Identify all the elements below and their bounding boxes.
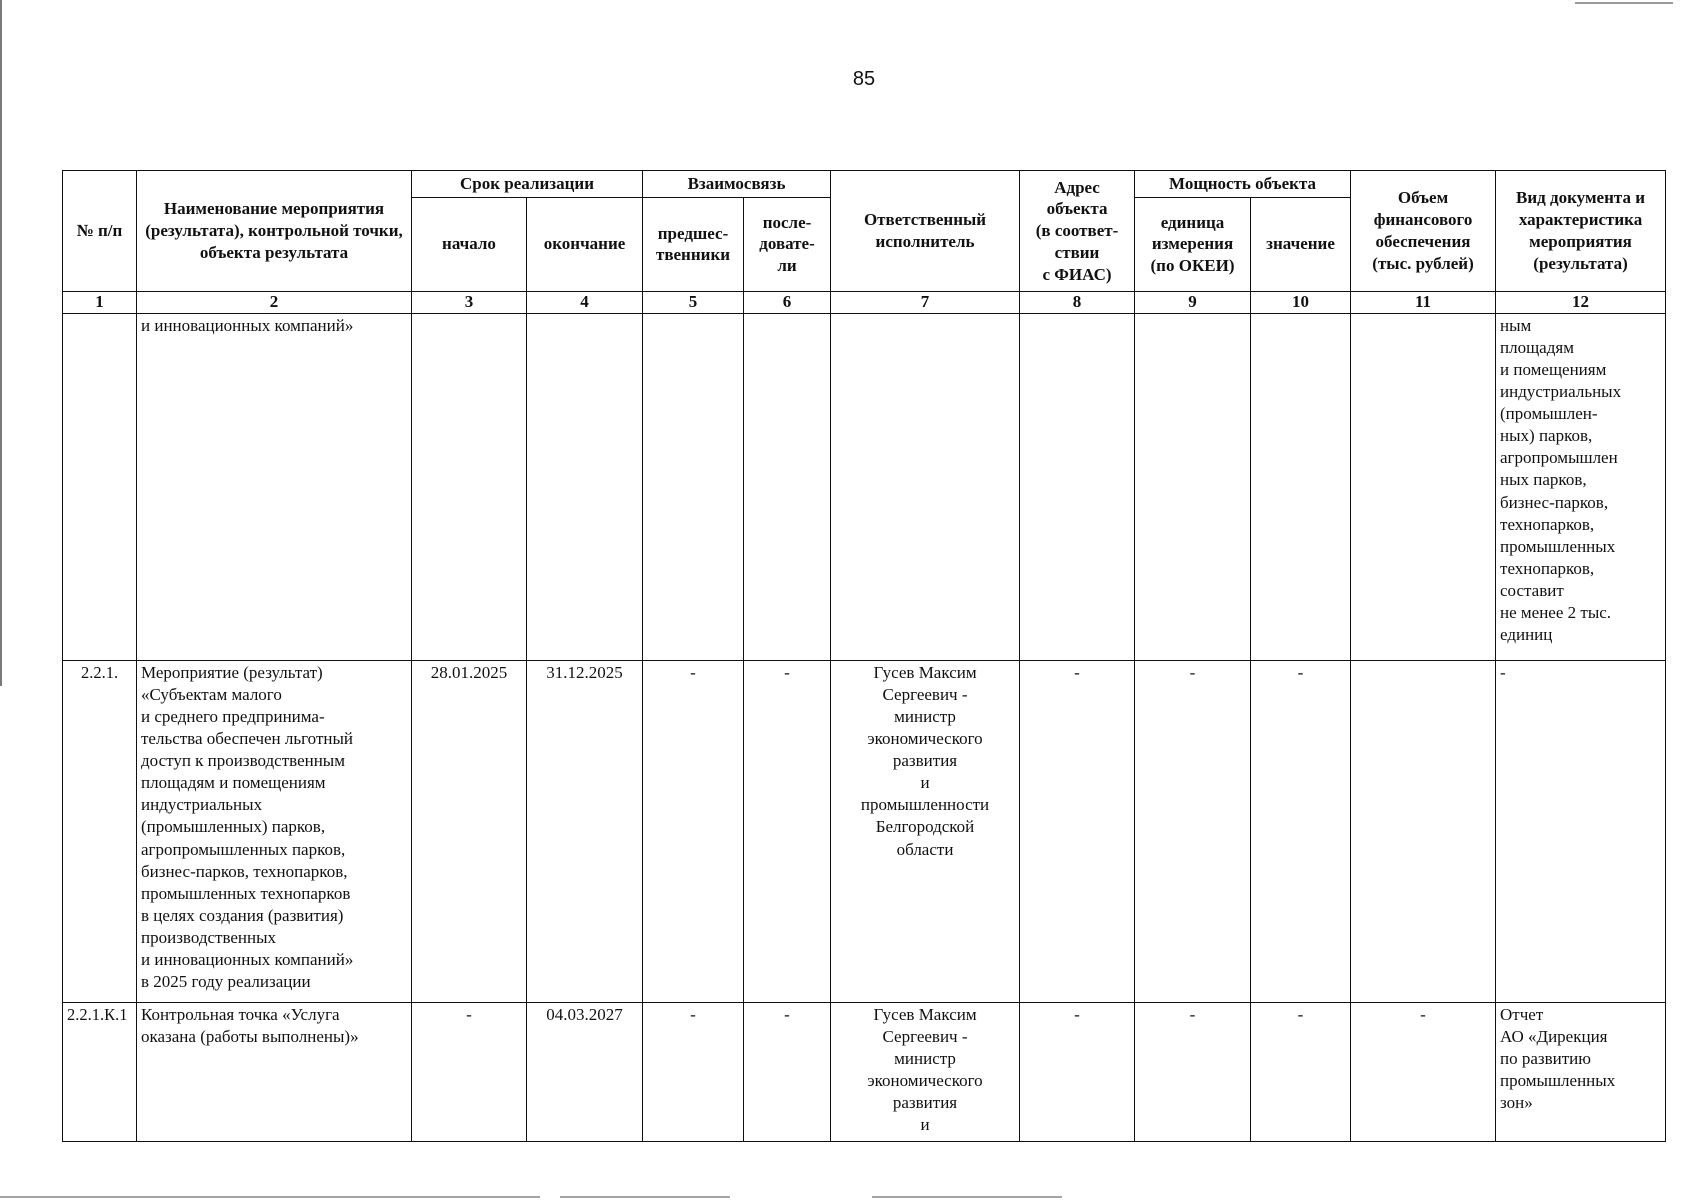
- cell-predecessors: -: [643, 660, 744, 1002]
- cell-end: [527, 313, 643, 660]
- cell-start: 28.01.2025: [412, 660, 527, 1002]
- cell-value: -: [1251, 1002, 1351, 1141]
- column-number: 9: [1135, 291, 1251, 313]
- header-link-group: Взаимосвязь: [643, 171, 831, 198]
- cell-finance: [1351, 313, 1496, 660]
- header-start: начало: [412, 197, 527, 291]
- cell-num: 2.2.1.К.1: [63, 1002, 137, 1141]
- cell-num: [63, 313, 137, 660]
- cell-start: -: [412, 1002, 527, 1141]
- cell-responsible: Гусев Максим Сергеевич - министр экономического развития и: [831, 1002, 1020, 1141]
- header-predecessors: предшес- твенники: [643, 197, 744, 291]
- cell-value: [1251, 313, 1351, 660]
- cell-name: Контрольная точка «Услуга оказана (работы выполнены)»: [137, 1002, 412, 1141]
- cell-address: -: [1020, 660, 1135, 1002]
- scan-edge-line: [0, 1196, 540, 1198]
- cell-finance: [1351, 660, 1496, 1002]
- cell-successors: -: [744, 660, 831, 1002]
- header-value: значение: [1251, 197, 1351, 291]
- cell-end: 04.03.2027: [527, 1002, 643, 1141]
- header-unit: единица измерения (по ОКЕИ): [1135, 197, 1251, 291]
- header-power-group: Мощность объекта: [1135, 171, 1351, 198]
- scan-edge-line: [1575, 2, 1673, 4]
- column-number: 1: [63, 291, 137, 313]
- cell-address: -: [1020, 1002, 1135, 1141]
- page-number: 85: [852, 68, 876, 90]
- column-number: 2: [137, 291, 412, 313]
- cell-name: Мероприятие (результат) «Субъектам малого и среднего предпринима- тельства обеспечен льготный доступ к производственным площадям и помещениям индустриальных (промышленных) парков, агропромышленных парков, бизнес-парков, технопарков, промышленных технопарков в целях создания (развития) производственных и инновационных компаний» в 2025 году реализации: [137, 660, 412, 1002]
- column-number: 12: [1496, 291, 1666, 313]
- header-address: Адрес объекта (в соответ- ствии с ФИАС): [1020, 171, 1135, 292]
- cell-document: Отчет АО «Дирекция по развитию промышленных зон»: [1496, 1002, 1666, 1141]
- cell-end: 31.12.2025: [527, 660, 643, 1002]
- column-number: 3: [412, 291, 527, 313]
- cell-num: 2.2.1.: [63, 660, 137, 1002]
- header-finance: Объем финансового обеспечения (тыс. рублей): [1351, 171, 1496, 292]
- cell-unit: [1135, 313, 1251, 660]
- cell-successors: -: [744, 1002, 831, 1141]
- plan-table: [62, 170, 1666, 1142]
- cell-predecessors: [643, 313, 744, 660]
- cell-successors: [744, 313, 831, 660]
- cell-finance: -: [1351, 1002, 1496, 1141]
- cell-responsible: [831, 313, 1020, 660]
- scan-edge-line: [0, 0, 2, 686]
- header-successors: после- довате- ли: [744, 197, 831, 291]
- scan-edge-line: [872, 1196, 1062, 1198]
- column-numbers-row: [63, 291, 1666, 313]
- cell-value: -: [1251, 660, 1351, 1002]
- table-row: [63, 660, 1666, 1002]
- cell-address: [1020, 313, 1135, 660]
- column-number: 11: [1351, 291, 1496, 313]
- column-number: 8: [1020, 291, 1135, 313]
- cell-document: -: [1496, 660, 1666, 1002]
- column-number: 4: [527, 291, 643, 313]
- cell-unit: -: [1135, 1002, 1251, 1141]
- header-document: Вид документа и характеристика мероприятия (результата): [1496, 171, 1666, 292]
- header-name: Наименование мероприятия (результата), контрольной точки, объекта результата: [137, 171, 412, 292]
- scan-edge-line: [560, 1196, 730, 1198]
- column-number: 10: [1251, 291, 1351, 313]
- cell-unit: -: [1135, 660, 1251, 1002]
- header-num: № п/п: [63, 171, 137, 292]
- header-responsible: Ответственный исполнитель: [831, 171, 1020, 292]
- column-number: 5: [643, 291, 744, 313]
- cell-predecessors: -: [643, 1002, 744, 1141]
- cell-start: [412, 313, 527, 660]
- table-header: [63, 171, 1666, 314]
- table-row: [63, 1002, 1666, 1141]
- column-number: 6: [744, 291, 831, 313]
- cell-responsible: Гусев Максим Сергеевич - министр экономического развития и промышленности Белгородской области: [831, 660, 1020, 1002]
- table-row: [63, 313, 1666, 660]
- cell-document: ным площадям и помещениям индустриальных (промышлен- ных) парков, агропромышлен ных парков, бизнес-парков, технопарков, промышленных технопарков, составит не менее 2 тыс. единиц: [1496, 313, 1666, 660]
- header-end: окончание: [527, 197, 643, 291]
- column-number: 7: [831, 291, 1020, 313]
- header-term-group: Срок реализации: [412, 171, 643, 198]
- cell-name: и инновационных компаний»: [137, 313, 412, 660]
